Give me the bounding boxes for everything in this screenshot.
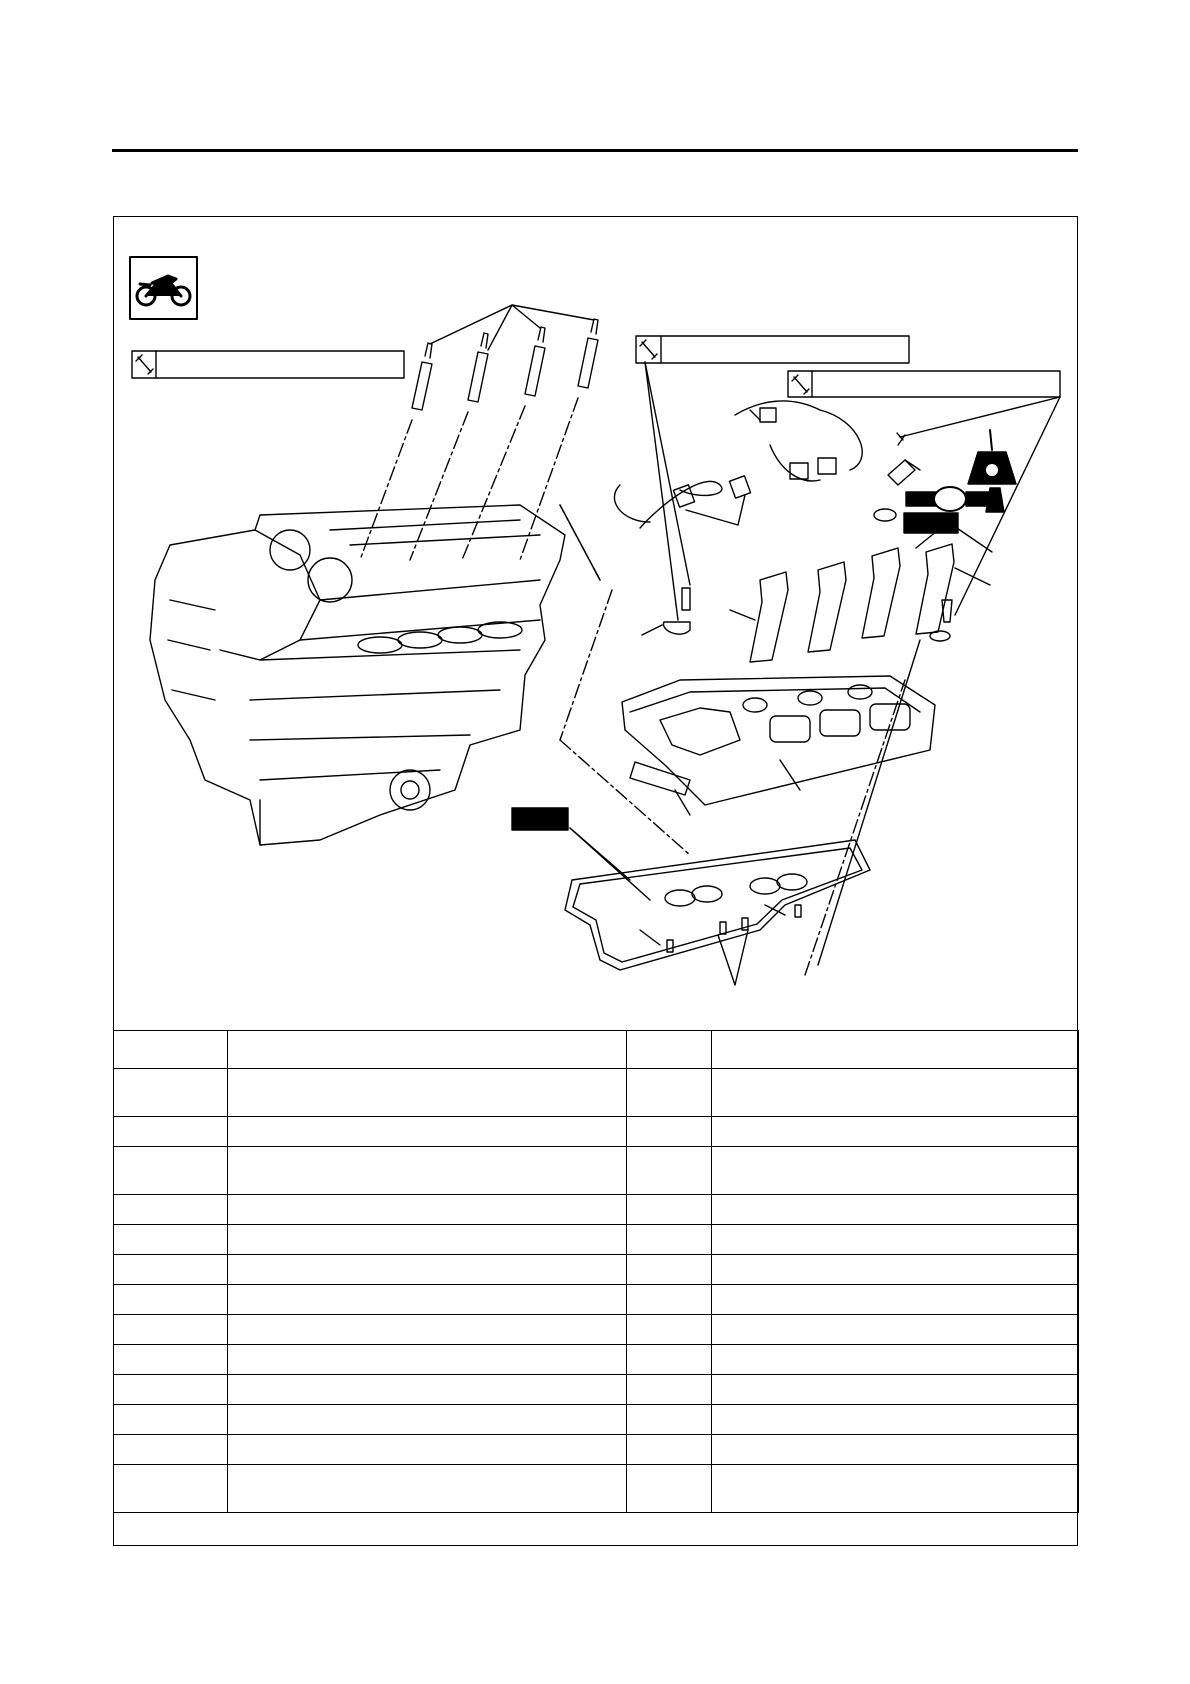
table-cell [228,1117,627,1147]
table-cell [712,1345,1079,1375]
parts-table [113,1030,1079,1513]
table-cell [228,1375,627,1405]
table-cell [228,1285,627,1315]
table-cell [228,1147,627,1195]
torque-wrench-icon [136,355,153,374]
table-cell [228,1315,627,1345]
table-cell [228,1405,627,1435]
table-row [114,1195,1079,1225]
table-cell [114,1435,228,1465]
ignition-wire-harness [614,476,750,528]
table-cell [627,1375,712,1405]
grease-gun-icon [906,487,1004,512]
torque-wrench-icon [640,340,657,359]
coil-torque-callout [636,336,909,363]
table-cell [627,1225,712,1255]
table-cell [114,1345,228,1375]
table-cell [228,1435,627,1465]
table-cell [228,1031,627,1069]
table-cell [228,1225,627,1255]
table-cell [627,1315,712,1345]
ignition-coils [750,522,992,662]
table-cell [627,1031,712,1069]
table-row [114,1255,1079,1285]
table-row [114,1345,1079,1375]
spark-plug-torque-callout [132,351,404,378]
table-cell [627,1405,712,1435]
table-cell [627,1117,712,1147]
table-cell [114,1225,228,1255]
table-row [114,1069,1079,1117]
table-row [114,1435,1079,1465]
table-cell [712,1225,1079,1255]
table-cell [712,1315,1079,1345]
table-cell [712,1147,1079,1195]
bolt-torque-callout [788,371,1060,397]
table-cell [114,1285,228,1315]
cylinder-head-cover [560,505,935,855]
table-cell [712,1195,1079,1225]
table-cell [228,1195,627,1225]
table-cell [627,1345,712,1375]
table-cell [712,1375,1079,1405]
table-cell [627,1435,712,1465]
table-cell [627,1465,712,1513]
table-cell [114,1069,228,1117]
table-cell [228,1465,627,1513]
table-cell [712,1069,1079,1117]
table-row [114,1031,1079,1069]
table-cell [627,1285,712,1315]
table-cell [228,1069,627,1117]
table-cell [228,1345,627,1375]
table-cell [114,1195,228,1225]
motorcycle-icon [130,257,197,319]
thread-locker-bottle-icon [968,430,1016,484]
table-cell [114,1375,228,1405]
table-cell [114,1465,228,1513]
table-cell [228,1255,627,1285]
sensor-wire-harness [735,397,1060,615]
table-cell [114,1315,228,1345]
table-row [114,1117,1079,1147]
table-cell [712,1117,1079,1147]
engine-block [150,505,565,845]
table-cell [712,1405,1079,1435]
table-row [114,1375,1079,1405]
table-cell [712,1465,1079,1513]
table-row [114,1465,1079,1513]
black-label-left [512,808,568,830]
table-cell [114,1255,228,1285]
table-cell [114,1147,228,1195]
table-cell [114,1031,228,1069]
table-row [114,1285,1079,1315]
table-cell [627,1147,712,1195]
table-cell [114,1117,228,1147]
table-cell [627,1069,712,1117]
table-cell [712,1031,1079,1069]
table-cell [712,1255,1079,1285]
torque-wrench-icon [792,375,809,394]
table-cell [712,1435,1079,1465]
head-cover-gasket [565,640,920,985]
table-row [114,1405,1079,1435]
table-cell [712,1285,1079,1315]
table-cell [627,1255,712,1285]
table-row [114,1315,1079,1345]
table-row [114,1225,1079,1255]
table-cell [627,1195,712,1225]
table-row [114,1147,1079,1195]
table-cell [114,1405,228,1435]
